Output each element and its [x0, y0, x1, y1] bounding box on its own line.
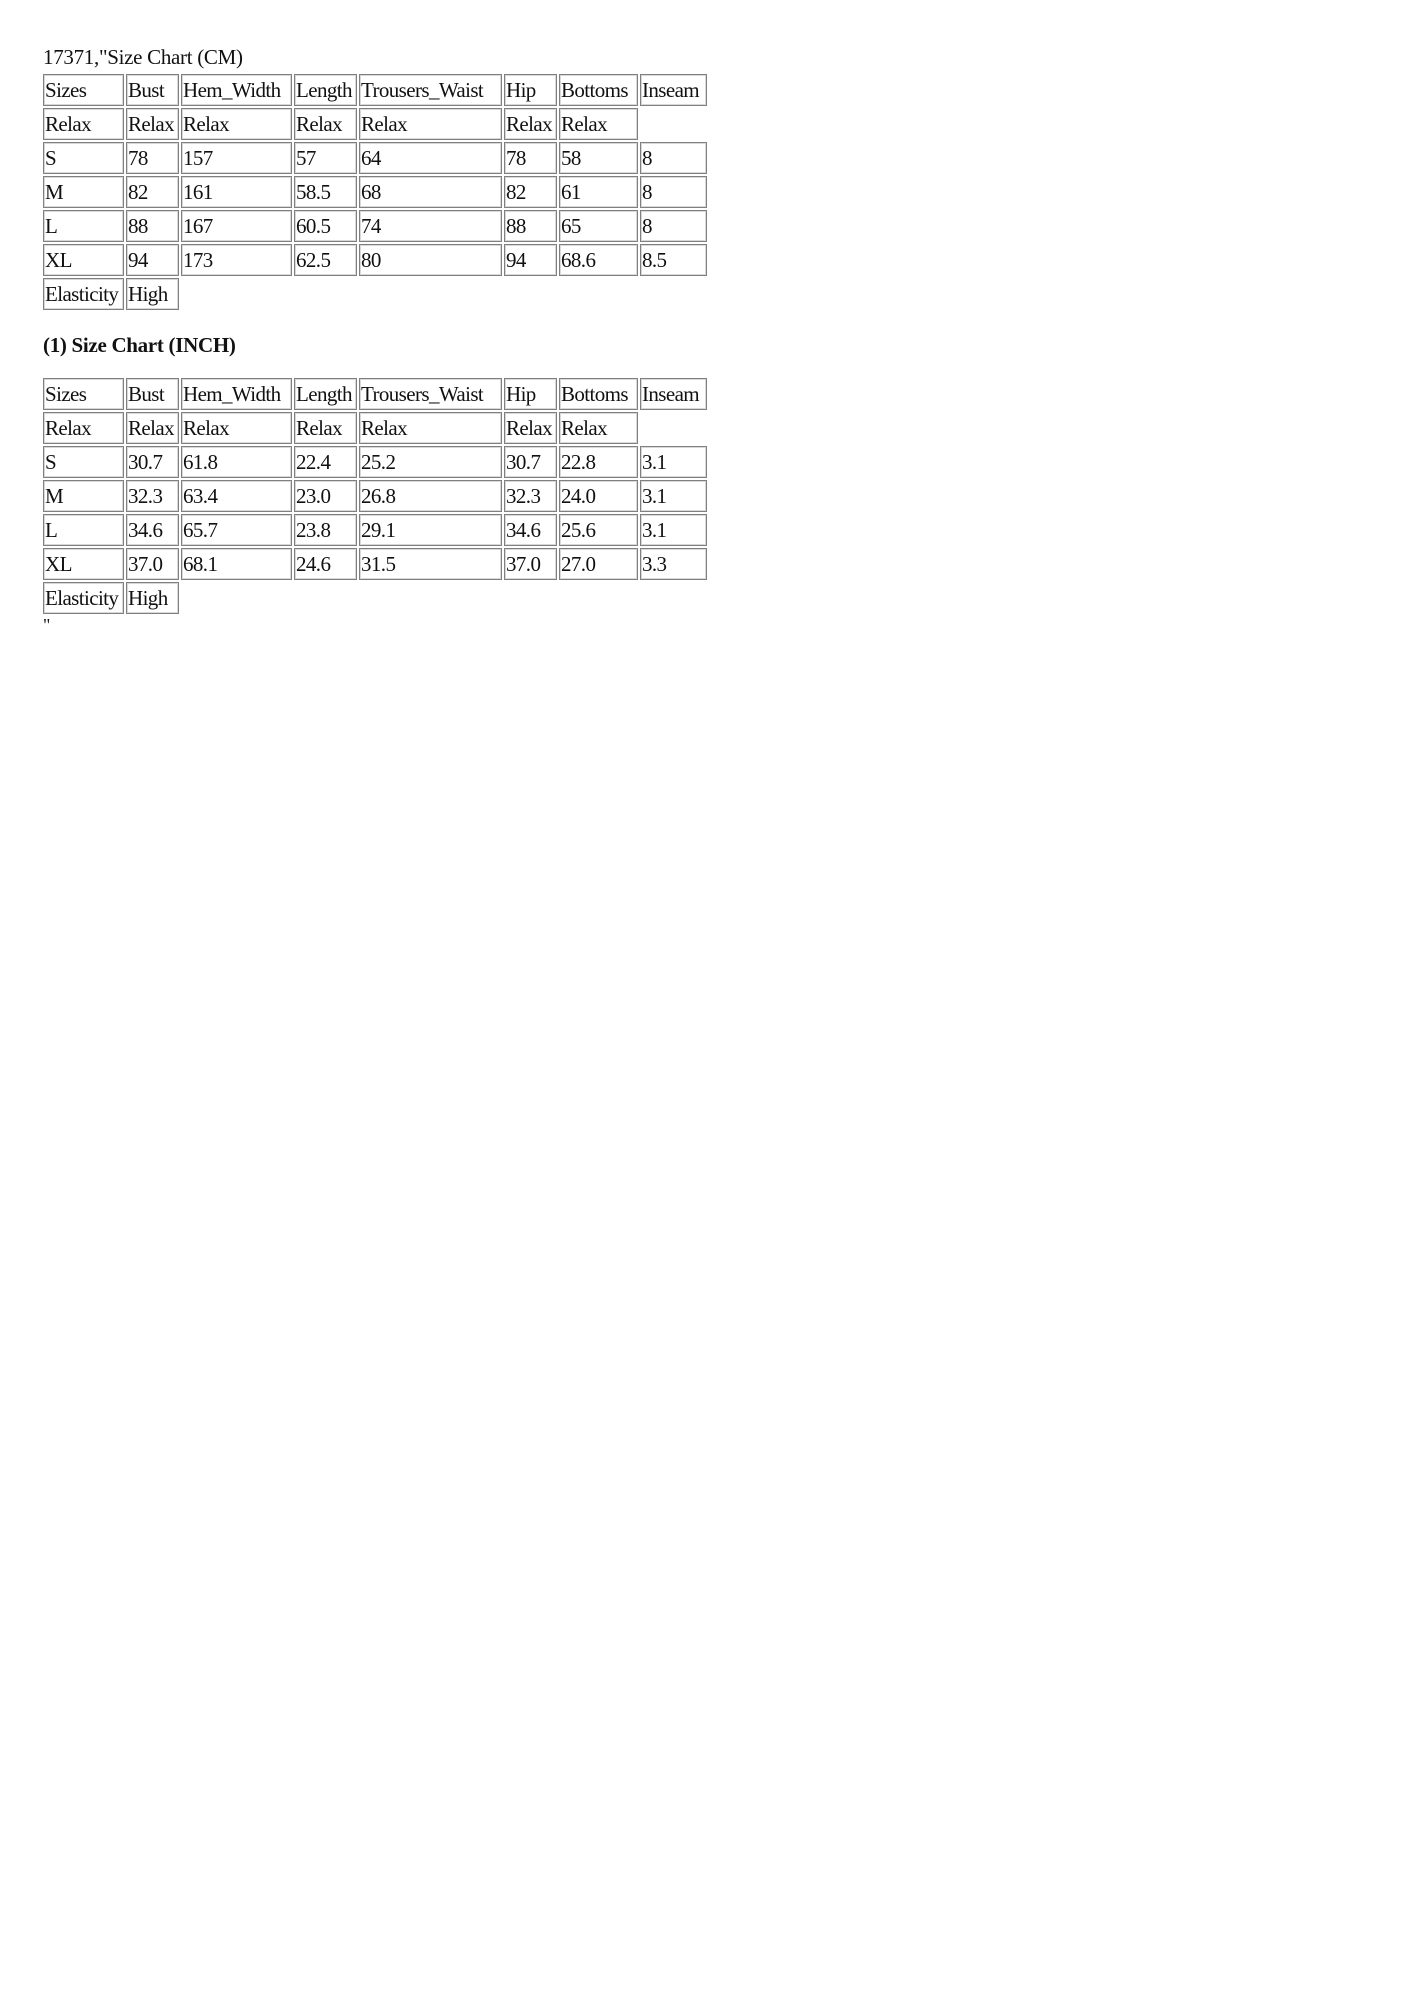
- table-cell: 68.6: [559, 244, 638, 276]
- table-cell: 68.1: [181, 548, 292, 580]
- elasticity-row: [43, 582, 707, 614]
- table-cell: 173: [181, 244, 292, 276]
- elasticity-row: [43, 278, 707, 310]
- table-row: [43, 210, 707, 242]
- table-cell: 32.3: [126, 480, 179, 512]
- header-cell: Trousers_Waist: [359, 378, 502, 410]
- table-cell: Relax: [504, 108, 557, 140]
- table-cell: Relax: [43, 412, 124, 444]
- table-cell: 32.3: [504, 480, 557, 512]
- table-cell: XL: [43, 548, 124, 580]
- table-cell: 157: [181, 142, 292, 174]
- table-cell: 78: [504, 142, 557, 174]
- table-cell: Elasticity: [43, 278, 124, 310]
- table-row: [43, 176, 707, 208]
- table-cell: 34.6: [504, 514, 557, 546]
- header-cell: Bust: [126, 378, 179, 410]
- table-cell: 74: [359, 210, 502, 242]
- table-cell: 60.5: [294, 210, 357, 242]
- table-cell: 22.8: [559, 446, 638, 478]
- table-cell: Relax: [126, 108, 179, 140]
- header-cell: Trousers_Waist: [359, 74, 502, 106]
- closing-quote: ": [43, 615, 51, 635]
- table-cell: 58: [559, 142, 638, 174]
- table-cell: 3.3: [640, 548, 707, 580]
- table-cell: Relax: [181, 108, 292, 140]
- table-cell: 94: [126, 244, 179, 276]
- header-cell: Length: [294, 378, 357, 410]
- table-row: [43, 446, 707, 478]
- table-cell: Relax: [559, 412, 638, 444]
- table-cell: 64: [359, 142, 502, 174]
- header-cell: Length: [294, 74, 357, 106]
- table-row: [43, 480, 707, 512]
- table-cell: 61: [559, 176, 638, 208]
- table-cell: 25.2: [359, 446, 502, 478]
- table-cell: High: [126, 582, 179, 614]
- table-cell: 3.1: [640, 446, 707, 478]
- table-cell: Relax: [181, 412, 292, 444]
- table-cell: Relax: [294, 412, 357, 444]
- table-cell: 30.7: [504, 446, 557, 478]
- table-cell: 58.5: [294, 176, 357, 208]
- table-cell: 25.6: [559, 514, 638, 546]
- table-cell: Relax: [559, 108, 638, 140]
- table-cell: 3.1: [640, 514, 707, 546]
- table-cell: 30.7: [126, 446, 179, 478]
- table-cell: Relax: [359, 412, 502, 444]
- table-cell: 34.6: [126, 514, 179, 546]
- header-cell: Hip: [504, 378, 557, 410]
- table-cell: 88: [126, 210, 179, 242]
- header-cell: Inseam: [640, 378, 707, 410]
- empty-cell: [640, 412, 707, 444]
- header-row: [43, 74, 707, 106]
- table-cell: 82: [126, 176, 179, 208]
- table-cell: 78: [126, 142, 179, 174]
- table-cell: S: [43, 142, 124, 174]
- table-cell: Relax: [359, 108, 502, 140]
- table-cell: 22.4: [294, 446, 357, 478]
- table-cell: L: [43, 514, 124, 546]
- table-cell: M: [43, 176, 124, 208]
- table-cell: 167: [181, 210, 292, 242]
- table-cell: XL: [43, 244, 124, 276]
- size-chart-inch-table: [41, 376, 709, 616]
- header-cell: Sizes: [43, 74, 124, 106]
- table-cell: Relax: [43, 108, 124, 140]
- header-cell: Sizes: [43, 378, 124, 410]
- inch-section-title: (1) Size Chart (INCH): [43, 333, 236, 357]
- table-cell: 29.1: [359, 514, 502, 546]
- size-chart-cm-table: [41, 72, 709, 312]
- table-cell: High: [126, 278, 179, 310]
- table-cell: 8: [640, 142, 707, 174]
- header-cell: Bottoms: [559, 378, 638, 410]
- table-cell: 62.5: [294, 244, 357, 276]
- table-cell: 23.8: [294, 514, 357, 546]
- table-cell: 65: [559, 210, 638, 242]
- table-cell: 63.4: [181, 480, 292, 512]
- table-row: [43, 548, 707, 580]
- table-cell: 31.5: [359, 548, 502, 580]
- header-cell: Bust: [126, 74, 179, 106]
- table-row: [43, 142, 707, 174]
- table-cell: Elasticity: [43, 582, 124, 614]
- table-cell: 94: [504, 244, 557, 276]
- table-cell: 24.6: [294, 548, 357, 580]
- table-cell: 82: [504, 176, 557, 208]
- table-cell: 37.0: [504, 548, 557, 580]
- empty-cell: [181, 278, 707, 310]
- table-cell: 24.0: [559, 480, 638, 512]
- table-cell: 88: [504, 210, 557, 242]
- table-cell: 8: [640, 176, 707, 208]
- table-cell: 8.5: [640, 244, 707, 276]
- table-cell: 65.7: [181, 514, 292, 546]
- table-cell: L: [43, 210, 124, 242]
- table-cell: 80: [359, 244, 502, 276]
- table-cell: 8: [640, 210, 707, 242]
- relax-row: [43, 108, 707, 140]
- table-cell: 57: [294, 142, 357, 174]
- table-cell: Relax: [504, 412, 557, 444]
- table-cell: M: [43, 480, 124, 512]
- table-row: [43, 244, 707, 276]
- header-cell: Hip: [504, 74, 557, 106]
- relax-row: [43, 412, 707, 444]
- table-cell: S: [43, 446, 124, 478]
- header-cell: Hem_Width: [181, 74, 292, 106]
- header-cell: Inseam: [640, 74, 707, 106]
- header-row: [43, 378, 707, 410]
- header-cell: Bottoms: [559, 74, 638, 106]
- empty-cell: [640, 108, 707, 140]
- document-header: 17371,"Size Chart (CM): [43, 45, 243, 69]
- table-cell: 37.0: [126, 548, 179, 580]
- table-cell: 27.0: [559, 548, 638, 580]
- table-cell: 61.8: [181, 446, 292, 478]
- table-cell: 23.0: [294, 480, 357, 512]
- table-cell: 3.1: [640, 480, 707, 512]
- header-cell: Hem_Width: [181, 378, 292, 410]
- table-cell: 26.8: [359, 480, 502, 512]
- empty-cell: [181, 582, 707, 614]
- table-row: [43, 514, 707, 546]
- document-page: [43, 42, 943, 634]
- table-cell: Relax: [294, 108, 357, 140]
- table-cell: 68: [359, 176, 502, 208]
- table-cell: Relax: [126, 412, 179, 444]
- table-cell: 161: [181, 176, 292, 208]
